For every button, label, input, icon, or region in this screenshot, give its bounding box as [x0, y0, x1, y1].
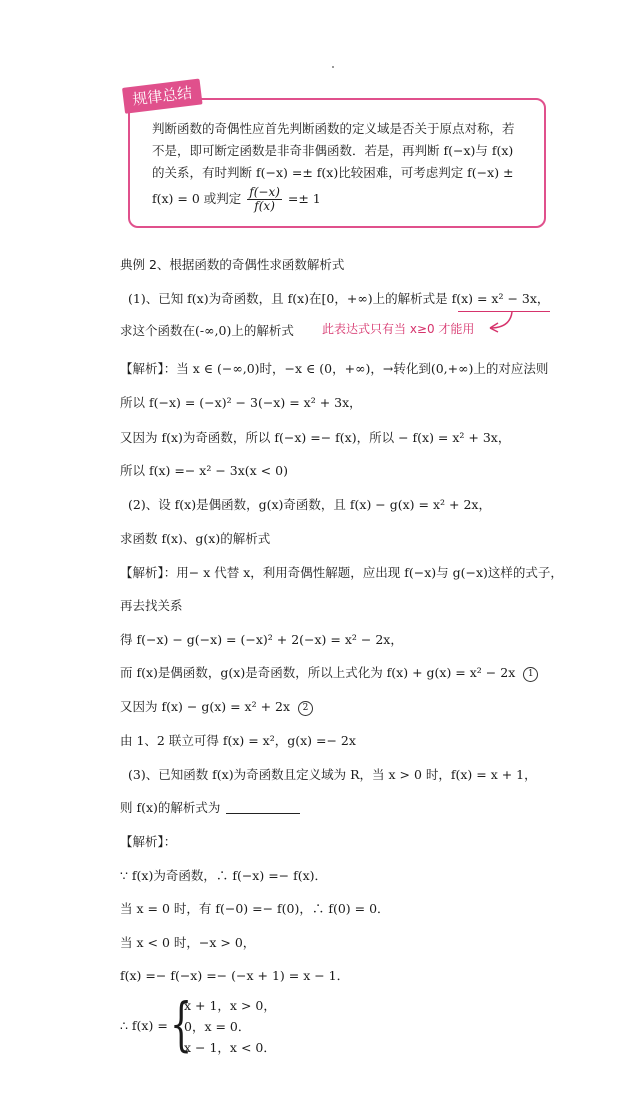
- ex3-question-line-2: [120, 799, 300, 817]
- ex3-solution-label: 【解析】：: [120, 834, 177, 849]
- answer-blank: [226, 813, 300, 814]
- ex2-solution-line-4: [120, 664, 538, 682]
- ex3-solution-line-2: 当 x = 0 时，有 f(−0) =− f(0)，∴ f(0) = 0．: [120, 901, 390, 916]
- ex1-solution-line-4: 所以 f(x) =− x² − 3x(x < 0): [120, 463, 288, 478]
- ex3-question-text: 则 f(x)的解析式为: [120, 800, 221, 815]
- circled-number-1: 1: [523, 667, 538, 682]
- fraction-numerator: f(−x): [249, 185, 280, 199]
- ex2-question-line-1: (2)、设 f(x)是偶函数，g(x)奇函数，且 f(x) − g(x) = x² + 2x，: [128, 497, 491, 512]
- ex2-solution-line-6: 由 1、2 联立可得 f(x) = x²，g(x) =− 2x: [120, 733, 356, 748]
- ex3-question-line-1: (3)、已知函数 f(x)为奇函数且定义域为 R，当 x > 0 时，f(x) = x + 1，: [128, 767, 537, 782]
- ex3-solution-line-3: 当 x < 0 时，−x > 0，: [120, 935, 256, 950]
- ex1-solution-line-3: 又因为 f(x)为奇函数，所以 f(−x) =− f(x)，所以 − f(x) = x² + 3x，: [120, 430, 511, 445]
- rule-fraction: [247, 186, 282, 213]
- ex1-solution-line-2: 所以 f(−x) = (−x)² − 3(−x) = x² + 3x，: [120, 395, 362, 410]
- ex2-solution-line-2: 再去找关系: [120, 598, 183, 613]
- piece-case-2: 0，x = 0．: [184, 1019, 251, 1034]
- ex3-solution-line-4: f(x) =− f(−x) =− (−x + 1) = x − 1．: [120, 968, 350, 983]
- example-heading: 典例 2、根据函数的奇偶性求函数解析式: [120, 257, 345, 272]
- ex2-equation-1: 而 f(x)是偶函数，g(x)是奇函数，所以上式化为 f(x) + g(x) = x² − 2x: [120, 665, 516, 680]
- piece-case-1: x + 1，x > 0，: [184, 998, 276, 1013]
- rule-summary-tag: 规律总结: [122, 78, 203, 113]
- rule-line-4-start: f(x) = 0 或判定: [152, 191, 242, 206]
- rule-line-4-end: =± 1: [287, 191, 321, 206]
- ex1-question-line-2: 求这个函数在(-∞,0)上的解析式: [120, 323, 294, 338]
- ex2-solution-line-3: 得 f(−x) − g(−x) = (−x)² + 2(−x) = x² − 2x，: [120, 632, 403, 647]
- fraction-denominator: f(x): [254, 199, 275, 213]
- ex2-solution-line-5: [120, 698, 313, 716]
- ex2-question-line-2: 求函数 f(x)、g(x)的解析式: [120, 531, 271, 546]
- circled-number-2: 2: [298, 701, 313, 716]
- ex2-equation-2: 又因为 f(x) − g(x) = x² + 2x: [120, 699, 291, 714]
- left-brace: {: [170, 990, 193, 1058]
- piecewise-lhs: ∴ f(x) =: [120, 1018, 168, 1033]
- ex3-solution-line-1: ∵ f(x)为奇函数，∴ f(−x) =− f(x)．: [120, 868, 328, 883]
- ex1-solution-line-1: 【解析】：当 x ∈ (−∞,0)时，−x ∈ (0，+∞)，→转化到(0,+∞)上的对应法则: [120, 361, 549, 376]
- rule-line-4: [152, 186, 321, 213]
- piece-case-3: x − 1，x < 0．: [184, 1040, 276, 1055]
- annotation-arrow-icon: [478, 310, 518, 334]
- rule-line-1: 判断函数的奇偶性应首先判断函数的定义域是否关于原点对称，若: [152, 121, 515, 136]
- rule-line-3: 的关系，有时判断 f(−x) =± f(x)比较困难，可考虑判定 f(−x) ±: [152, 165, 514, 180]
- ex2-solution-line-1: 【解析】：用− x 代替 x，利用奇偶性解题，应出现 f(−x)与 g(−x)这样的式子，: [120, 565, 563, 580]
- ex1-question-line-1: (1)、已知 f(x)为奇函数，且 f(x)在[0，+∞)上的解析式是 f(x) = x² − 3x，: [128, 291, 550, 306]
- scan-dot: [332, 66, 334, 68]
- annotation-note: 此表达式只有当 x≥0 才能用: [322, 322, 475, 336]
- rule-line-2: 不是，即可断定函数是非奇非偶函数．若是，再判断 f(−x)与 f(x): [152, 143, 514, 158]
